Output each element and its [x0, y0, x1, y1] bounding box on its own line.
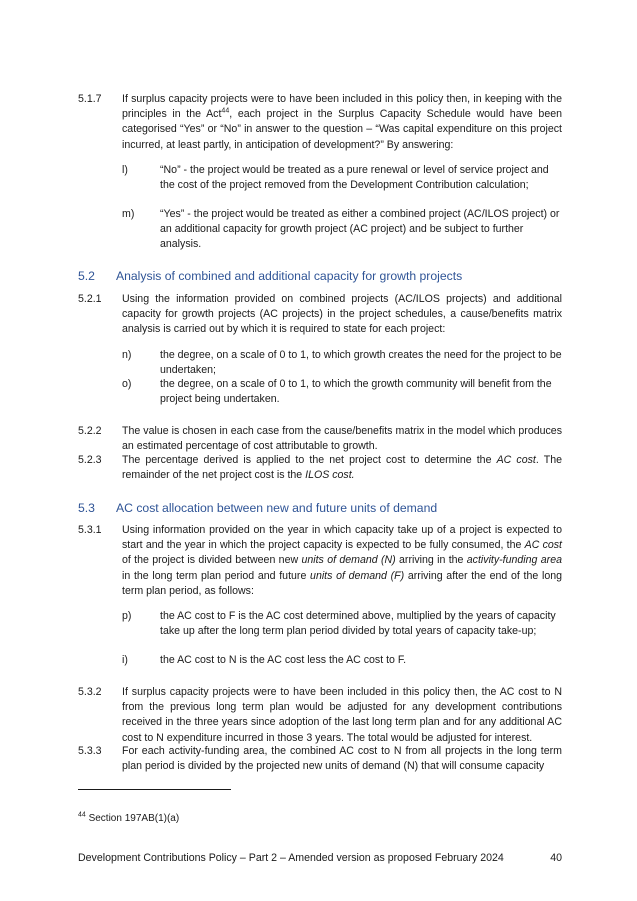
list-item-i	[122, 653, 562, 668]
paragraph-text: arriving in the	[395, 554, 467, 567]
list-text: the degree, on a scale of 0 to 1, to which the growth community will benefit from the project being undertaken.	[160, 378, 552, 406]
term-ilos-cost: ILOS cost.	[305, 469, 355, 482]
list-label: i)	[122, 654, 128, 666]
page-number: 40	[550, 852, 562, 864]
paragraph-number: 5.1.7	[78, 93, 102, 105]
paragraph-number: 5.2.3	[78, 454, 102, 466]
paragraph-text: Using the information provided on combined projects (AC/ILOS projects) and additional capacity for growth projects (AC projects) in the project schedules, a cause/benefits matrix analysis is carried out by which it is required to state for each project:	[122, 293, 562, 336]
list-label: m)	[122, 208, 135, 220]
footnote	[78, 811, 179, 826]
paragraph-text: If surplus capacity projects were to have been included in this policy then, in keeping with the principles in the Act	[122, 93, 562, 121]
heading-title: Analysis of combined and additional capacity for growth projects	[116, 269, 463, 283]
paragraph-5-2-2	[78, 424, 562, 454]
term-units-of-demand-f: units of demand (F)	[310, 569, 405, 582]
paragraph-text: The percentage derived is applied to the net project cost to determine the	[122, 454, 497, 466]
heading-number: 5.2	[78, 269, 95, 283]
paragraph-number: 5.3.2	[78, 686, 102, 698]
paragraph-5-3-1	[78, 523, 562, 599]
paragraph-5-2-1	[78, 292, 562, 338]
list-item-l	[122, 163, 562, 193]
paragraph-5-3-2	[78, 685, 562, 746]
list-label: l)	[122, 164, 128, 176]
paragraph-text: of the project is divided between new	[122, 554, 302, 567]
paragraph-text: , each project in the Surplus Capacity Schedule would have been categorised “Yes” or “No” in answer to the question – “Was capital expenditure on this project incurred, at least partly, in anticipation of development?” By answering:	[122, 108, 562, 151]
paragraph-text: Using information provided on the year in which capacity take up of a project is expected to start and the year in which the project capacity is expected to be fully consumed, the	[122, 524, 562, 552]
paragraph-5-3-3	[78, 744, 562, 774]
footnote-separator	[78, 789, 231, 790]
paragraph-text: The value is chosen in each case from the cause/benefits matrix in the model which produces an estimated percentage of cost attributable to growth.	[122, 425, 562, 453]
list-text: the AC cost to N is the AC cost less the AC cost to F.	[160, 654, 407, 666]
list-item-n	[122, 348, 562, 378]
paragraph-5-2-3	[78, 453, 562, 483]
paragraph-text: For each activity-funding area, the combined AC cost to N from all projects in the long term plan period is divided by the projected new units of demand (N) that will consume capacity	[122, 745, 562, 773]
footnote-ref[interactable]: 44	[221, 107, 230, 115]
list-item-m	[122, 207, 562, 253]
paragraph-text: If surplus capacity projects were to have been included in this policy then, the AC cost to N from the previous long term plan would be adjusted for any development contributions received in the three years since adoption of the last long term plan and for any additional AC cost to N expenditure incurred in those 3 years. The total would be adjusted for interest.	[122, 686, 562, 744]
list-label: n)	[122, 349, 132, 361]
footnote-marker: 44	[78, 811, 86, 819]
section-heading-5-3	[78, 500, 562, 516]
paragraph-number: 5.3.3	[78, 745, 102, 757]
paragraph-text: arriving after the end of the long term plan period, as follows:	[122, 569, 562, 597]
paragraph-text: . The remainder of the net project cost is the	[122, 454, 563, 482]
heading-title: AC cost allocation between new and future units of demand	[116, 501, 438, 515]
footnote-text: Section 197AB(1)(a)	[85, 813, 180, 824]
list-text: “No” - the project would be treated as a pure renewal or level of service project and the cost of the project removed from the Development Contribution calculation;	[160, 164, 549, 192]
list-label: p)	[122, 610, 132, 622]
term-activity-funding-area: activity-funding area	[466, 554, 562, 567]
heading-number: 5.3	[78, 501, 95, 515]
list-item-o	[122, 377, 562, 407]
footer-text: Development Contributions Policy – Part 2 – Amended version as proposed February 2024	[78, 852, 504, 864]
list-text: “Yes” - the project would be treated as either a combined project (AC/ILOS project) or an additional capacity for growth project (AC project) and be subject to further analysis.	[160, 208, 560, 251]
term-ac-cost: AC cost	[524, 539, 562, 552]
list-text: the degree, on a scale of 0 to 1, to which growth creates the need for the project to be undertaken;	[160, 349, 562, 377]
paragraph-number: 5.2.1	[78, 293, 102, 305]
list-text: the AC cost to F is the AC cost determined above, multiplied by the years of capacity take up after the long term plan period divided by total years of capacity take-up;	[160, 610, 556, 638]
paragraph-number: 5.2.2	[78, 425, 102, 437]
term-units-of-demand-n: units of demand (N)	[301, 554, 396, 567]
term-ac-cost: AC cost	[496, 454, 536, 466]
section-heading-5-2	[78, 268, 562, 284]
paragraph-text: in the long term plan period and future	[122, 569, 311, 582]
paragraph-number: 5.3.1	[78, 524, 102, 536]
paragraph-5-1-7	[78, 92, 562, 153]
page-footer	[78, 851, 562, 866]
list-item-p	[122, 609, 562, 639]
list-label: o)	[122, 378, 132, 390]
